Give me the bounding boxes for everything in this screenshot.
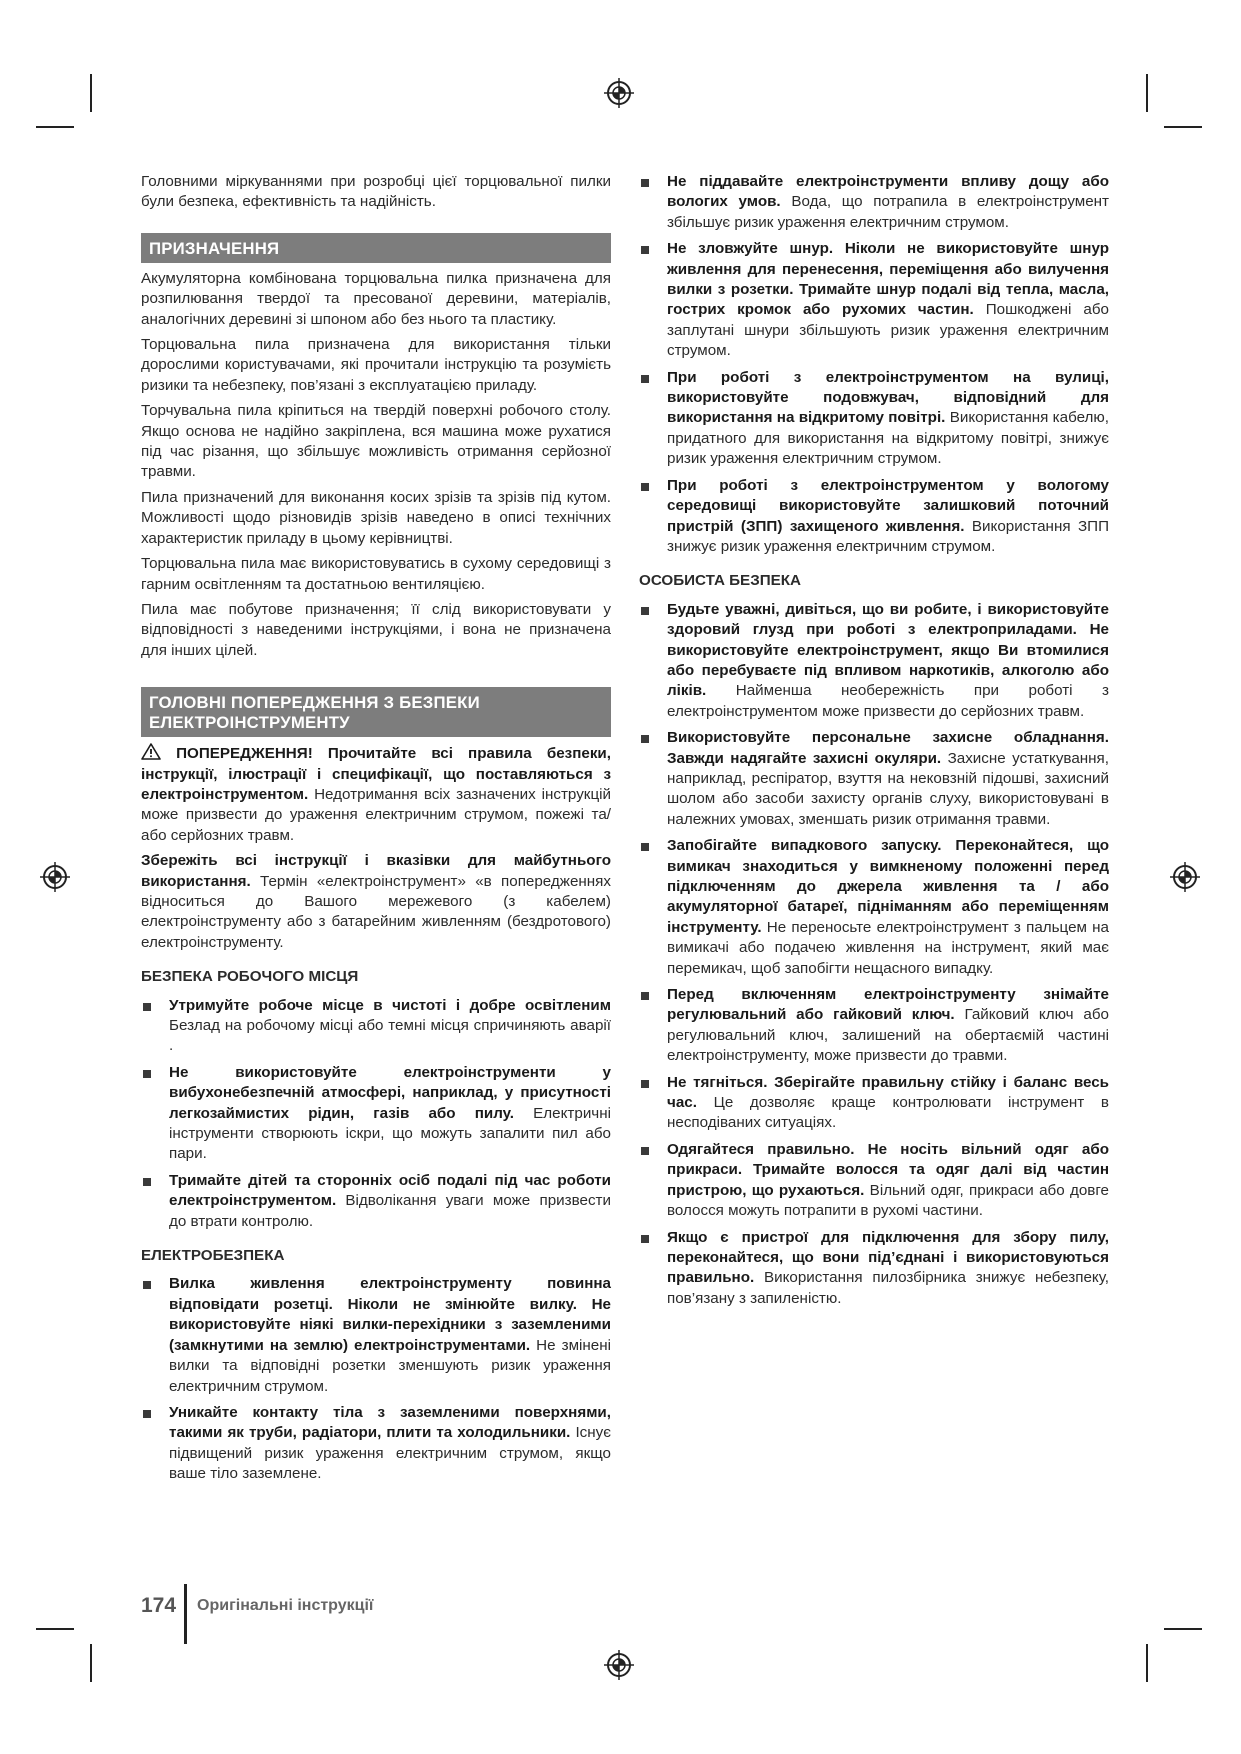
crop-mark [36,1628,74,1630]
registration-mark-icon [40,862,70,892]
item-text: Електричні інструменти створюють іскри, що можуть запалити пил або пари. [169,1104,611,1163]
crop-mark [1164,1628,1202,1630]
item-bold: Використовуйте персональне захисне обладнання. Завжди надягайте захисні окуляри. [667,729,1109,767]
list-item [639,368,1109,470]
item-text: Не переносьте електроінструмент з пальцем на вимикачі або подачею живлення на інструмент, який має перемикач, щоб запобігти нещасного випадку. [667,918,1109,977]
keep-text: Термін «електроінструмент» «в попередженнях відноситься до Вашого мережевого (з кабелем) електроінструменту або з батарейним живленням (бездротового) електроінструменту. [141,872,611,951]
warning-text: Недотримання всіх зазначених інструкцій може призвести до ураження електричним струмом, пожежі та/або серйозних травм. [141,785,611,844]
item-text: Гайковий ключ або регулювальний ключ, залишений на обертаємій частині електроінструменту, може призвести до травми. [667,1006,1109,1065]
warning-paragraph [141,743,611,846]
registration-mark-icon [1170,862,1200,892]
crop-mark [36,126,74,128]
workplace-list [141,996,611,1232]
item-bold: Тримайте дітей та сторонніх осіб подалі під час роботи електроінструментом. [169,1171,611,1210]
purpose-paragraph: Торчувальна пила кріпиться на твердій поверхні робочого столу. Якщо основа не надійно закріплена, вся машина може рухатися під час різання, що збільшує можливість отримання серйозної травми. [141,402,611,481]
item-bold: Перед включенням електроінструменту знімайте регулювальний або гайковий ключ. [667,986,1109,1024]
electrical-list-continued [639,172,1109,557]
personal-list [639,600,1109,1309]
list-item [639,172,1109,233]
purpose-paragraph: Торцювальна пила має використовуватись в сухому середовищі з гарним освітленням та достатньою вентиляцією. [141,555,611,593]
item-bold: Одягайтеся правильно. Не носіть вільний одяг або прикраси. Тримайте волосся та одяг далі від частин пристрою, що рухаються. [667,1140,1109,1199]
keep-bold: Збережіть всі інструкції і вказівки для майбутнього використання. [141,852,611,890]
list-item [141,1403,611,1485]
item-bold: Якщо є пристрої для підключення для збору пилу, переконайтеся, що вони під’єднані і використовуються правильно. [667,1228,1109,1287]
item-text: Найменша необережність при роботі з електроінструментом може призвести до серйозних травм. [667,682,1109,720]
item-bold: Не зловжуйте шнур. Ніколи не використовуйте шнур живлення для перенесення, переміщення або вилучення вилки з розетки. Тримайте шнур подалі від тепла, масла, гострих кромок або рухомих частин. [667,240,1109,319]
item-bold: Запобігайте випадкового запуску. Переконайтеся, що вимикач знаходиться у вимкненому положенні перед підключенням до джерела живлення та / або акумуляторної батареї, підніманням або переміщенням інструменту. [667,837,1109,936]
left-column [141,172,611,1491]
list-item [141,996,611,1057]
crop-mark [1164,126,1202,128]
registration-mark-icon [604,1650,634,1680]
item-bold: Вилка живлення електроінструменту повинна відповідати розетці. Ніколи не змінюйте вилку. Не використовуйте ніякі вилки-перехідники з заземленими (замкнутими на землю) електроінструментами. [169,1275,611,1354]
item-text: Відволікання уваги може призвести до втрати контролю. [169,1192,611,1230]
item-text: Вільний одяг, прикраси або довге волосся можуть потрапити в рухомі частини. [667,1181,1109,1220]
item-text: Використання ЗПП знижує ризик ураження електричним струмом. [667,517,1109,555]
list-item [639,1073,1109,1134]
electrical-list [141,1274,611,1484]
warning-bold: ПОПЕРЕДЖЕННЯ! Прочитайте всі правила безпеки, інструкції, ілюстрації і специфікації, що поставляються з електроінструментом. [141,745,611,803]
footer-divider [184,1584,187,1644]
list-item [639,728,1109,830]
list-item [141,1274,611,1396]
item-bold: Не піддавайте електроінструменти впливу дощу або вологих умов. [667,173,1109,211]
item-bold: При роботі з електроінструментом на вулиці, використовуйте подовжувач, відповідний для використання на відкритому повітрі. [667,368,1109,427]
warning-triangle-icon [141,743,161,760]
electrical-heading: ЕЛЕКТРОБЕЗПЕКА [141,1247,285,1265]
crop-mark [1146,1644,1148,1682]
item-bold: Утримуйте робоче місце в чистоті і добре освітленим [169,996,611,1014]
purpose-paragraph: Акумуляторна комбінована торцювальна пилка призначена для розпилювання твердої та пресованої деревини, матеріалів, аналогічних деревині зі шпоном або без нього та пластику. [141,269,611,328]
item-bold: Будьте уважні, дивіться, що ви робите, і використовуйте здоровий глузд при роботі з електроприладами. Не використовуйте електроінструмент, якщо Ви втомилися або перебуваєте під впливом наркотиків, алкоголю або ліків. [667,600,1109,700]
item-bold: При роботі з електроінструментом у вологому середовищі використовуйте залишковий поточний пристрій (ЗПП) захищеного живлення. [667,476,1109,535]
item-text: Безлад на робочому місці або темні місця спричиняють аварії . [169,1017,611,1055]
right-column [639,172,1109,1315]
personal-heading: ОСОБИСТА БЕЗПЕКА [639,572,801,590]
list-item [639,239,1109,361]
footer-label: Оригінальні інструкції [197,1597,374,1614]
intro-paragraph: Головними міркуваннями при розробці цієї торцювальної пилки були безпека, ефективність та надійність. [141,173,611,211]
item-bold: Не використовуйте електроінструменти у вибухонебезпечній атмосфері, наприклад, у присутності легкозаймистих рідин, газів або пилу. [169,1063,611,1122]
item-text: Існує підвищений ризик ураження електричним струмом, якщо ваше тіло заземлене. [169,1424,612,1483]
page-number: 174 [141,1594,177,1617]
item-text: Вода, що потрапила в електроінструмент збільшує ризик ураження електричним струмом. [667,193,1109,231]
item-bold: Не тягніться. Зберігайте правильну стійку і баланс весь час. [667,1073,1109,1112]
item-text: Використання пилозбірника знижує небезпеку, пов’язану з запиленістю. [667,1269,1109,1307]
purpose-paragraph: Пила має побутове призначення; її слід використовувати у відповідності з наведеними інструкціями, і вона не призначена для інших цілей. [141,600,611,659]
list-item [639,1228,1109,1310]
crop-mark [90,74,92,112]
item-text: Використання кабелю, придатного для використання на відкритому повітрі, знижує ризик ураження електричним струмом. [667,409,1110,468]
workplace-heading: БЕЗПЕКА РОБОЧОГО МІСЦЯ [141,968,359,986]
list-item [639,600,1109,722]
list-item [639,836,1109,979]
item-bold: Уникайте контакту тіла з заземленими поверхнями, такими як труби, радіатори, плити та холодильники. [169,1403,611,1442]
list-item [141,1063,611,1165]
list-item [639,476,1109,558]
purpose-heading: ПРИЗНАЧЕННЯ [141,233,611,263]
registration-mark-icon [604,78,634,108]
purpose-paragraph: Пила призначений для виконання косих зрізів та зрізів під кутом. Можливості щодо різновидів зрізів наведено в описі технічних характеристик приладу в цьому керівництві. [141,488,611,547]
crop-mark [1146,74,1148,112]
purpose-paragraph: Торцювальна пила призначена для використання тільки дорослими користувачами, які прочитали інструкцію та розумієть ризики та небезпеку, пов’язані з експлуатацією приладу. [141,336,611,394]
list-item [639,985,1109,1067]
item-text: Не змінені вилки та відповідні розетки зменшують ризик ураження електричним струмом. [169,1336,611,1395]
list-item [141,1171,611,1232]
page-footer [141,1586,373,1626]
item-text: Це дозволяє краще контролювати інструмент в несподіваних ситуаціях. [667,1094,1109,1132]
item-text: Пошкоджені або заплутані шнури збільшують ризик ураження електричним струмом. [667,301,1109,360]
item-text: Захисне устаткування, наприклад, респіратор, взуття на нековзній підошві, захисний шолом або засоби захисту органів слуху, використовувані в належних умовах, зменшать ризик отримання травми. [667,749,1109,828]
list-item [639,1140,1109,1222]
general-warnings-heading: ГОЛОВНІ ПОПЕРЕДЖЕННЯ З БЕЗПЕКИ ЕЛЕКТРОІНСТРУМЕНТУ [141,687,611,737]
keep-instructions-paragraph [141,851,611,953]
crop-mark [90,1644,92,1682]
